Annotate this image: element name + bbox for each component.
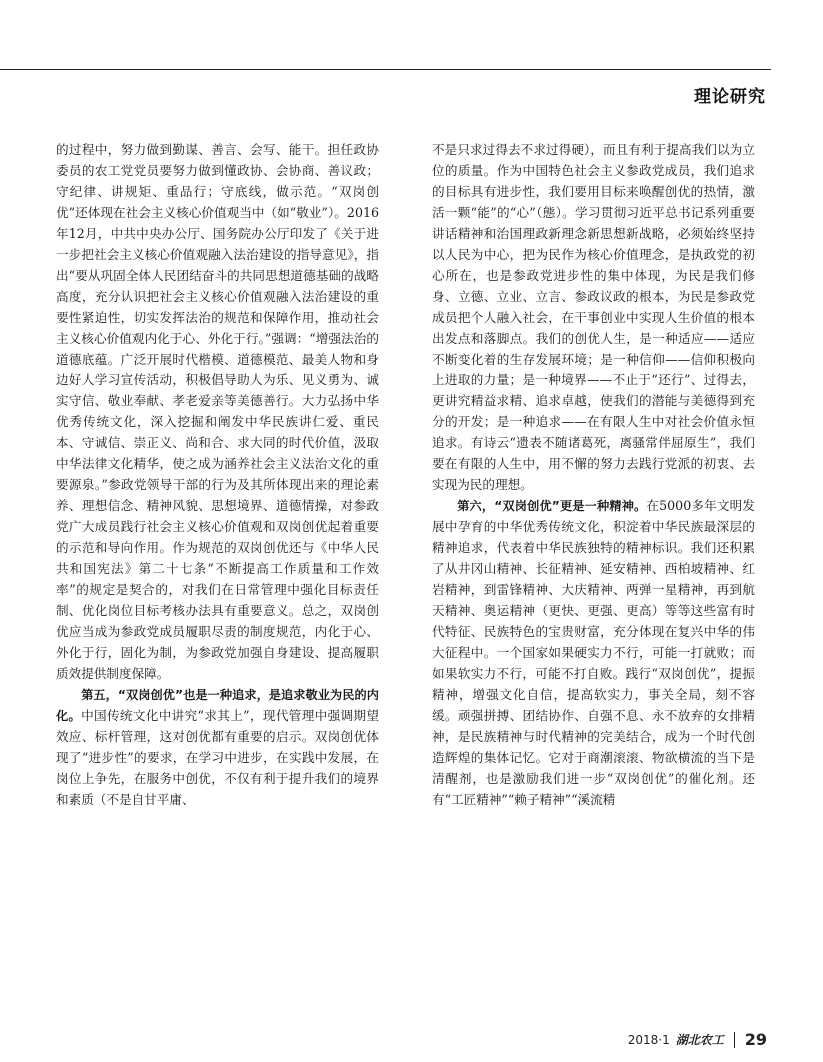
header-rule xyxy=(0,69,771,70)
right-paragraph-2-body: 在5000多年文明发展中孕育的中华优秀传统文化，积淀着中华民族最深层的精神追求，代表着中华民族独特的精神标识。我们还积累了从井冈山精神、长征精神、延安精神、西柏坡精神、红岩精神，到雷锋精神、大庆精神、两弹一星精神，再到航天精神、奥运精神（更快、更强、更高）等等这些富有时代特征、民族特色的宝贵财富，充分体现在复兴中华的伟大征程中。一个国家如果硬实力不行，可能一打就败；而如果软实力不行，可能不打自败。践行“双岗创优”，提振精神，增强文化自信，提高软实力，事关全局，刻不容缓。顽强拼搏、团结协作、自强不息、永不放弃的女排精神，是民族精神与时代精神的完美结合，成为一个时代创造辉煌的集体记忆。它对于商潮滚滚、物欲横流的当下是清醒剂，也是激励我们进一步“双岗创优”的催化剂。还有“工匠精神”“赖子精神”“溪流精 xyxy=(432,498,755,807)
issue-label: 2018·1 xyxy=(627,1032,670,1047)
left-paragraph-2-lead: 第五，“双岗创优”也是一种追求，是追求敬业为民的内化。 xyxy=(56,687,379,723)
section-title: 理论研究 xyxy=(694,87,766,107)
right-paragraph-2-lead: 第六，“双岗创优”更是一种精神。 xyxy=(457,499,647,514)
right-paragraph-2 xyxy=(432,496,755,810)
journal-name: 湖北农工 xyxy=(675,1033,724,1047)
left-paragraph-2 xyxy=(56,685,379,811)
left-paragraph-2-body: 中国传统文化中讲究“求其上”，现代管理中强调期望效应、标杆管理，这对创优都有重要的启示。双岗创优体现了“进步性”的要求，在学习中进步，在实践中发展，在岗位上争先，在服务中创优，不仅有利于提升我们的境界和素质（不是自甘平庸、 xyxy=(56,707,379,807)
footer-divider xyxy=(734,1032,735,1048)
right-paragraph-1: 不是只求过得去不求过得硬），而且有利于提高我们以为立位的质量。作为中国特色社会主义参政党成员，我们追求的目标具有进步性，我们要用目标来唤醒创优的热情，激活一颗“能”的“心”（態）。学习贯彻习近平总书记系列重要讲话精神和治国理政新理念新思想新战略，必须始终坚持以人民为中心，把为民作为核心价值理念，是执政党的初心所在，也是参政党进步性的集中体现，为民是我们修身、立德、立业、立言、参政议政的根本，为民是参政党成员把个人融入社会，在干事创业中实现人生价值的根本出发点和落脚点。我们的创优人生，是一种适应——适应不断变化着的生存发展环境；是一种信仰——信仰积极向上进取的力量；是一种境界——不止于“还行”、过得去，更讲究精益求精、追求卓越，使我们的潜能与美德得到充分的开发；是一种追求——在有限人生中对社会价值永恒追求。有诗云“遗表不随诸葛死，离骚常伴屈原生”，我们要在有限的人生中，用不懈的努力去践行党派的初衷、去实现为民的理想。 xyxy=(432,142,755,493)
page-number: 29 xyxy=(744,1030,767,1049)
page-footer xyxy=(628,1030,767,1049)
left-paragraph-1: 的过程中，努力做到勤谋、善言、会写、能干。担任政协委员的农工党党员要努力做到懂政协、会协商、善议政；守纪律、讲规矩、重品行；守底线，做示范。“双岗创优”还体现在社会主义核心价值观当中（如“敬业”）。2016年12月，中共中央办公厅、国务院办公厅印发了《关于进一步把社会主义核心价值观融入法治建设的指导意见》，指出“要从巩固全体人民团结奋斗的共同思想道德基础的战略高度，充分认识把社会主义核心价值观融入法治建设的重要性紧迫性，切实发挥法治的规范和保障作用，推动社会主义核心价值观内化于心、外化于行。”强调：“增强法治的道德底蕴。广泛开展时代楷模、道德模范、最美人物和身边好人学习宣传活动，积极倡导助人为乐、见义勇为、诚实守信、敬业奉献、孝老爱亲等美德善行。大力弘扬中华优秀传统文化，深入挖掘和阐发中华民族讲仁爱、重民本、守诚信、崇正义、尚和合、求大同的时代价值，汲取中华法律文化精华，使之成为涵养社会主义法治文化的重要源泉。”参政党领导干部的行为及其所体现出来的理论素养、理想信念、精神风貌、思想境界、道德情操，对参政党广大成员践行社会主义核心价值观和双岗创优起着重要的示范和导向作用。作为规范的双岗创优还与《中华人民共和国宪法》第二十七条“不断提高工作质量和工作效率”的规定是契合的，对我们在日常管理中强化目标责任制、优化岗位目标考核办法具有重要意义。总之，双岗创优应当成为参政党成员履职尽责的制度规范，内化于心、外化于行，固化为制，为参政党加强自身建设、提高履职质效提供制度保障。 xyxy=(56,142,379,681)
right-column xyxy=(432,140,755,811)
left-column xyxy=(56,140,379,811)
